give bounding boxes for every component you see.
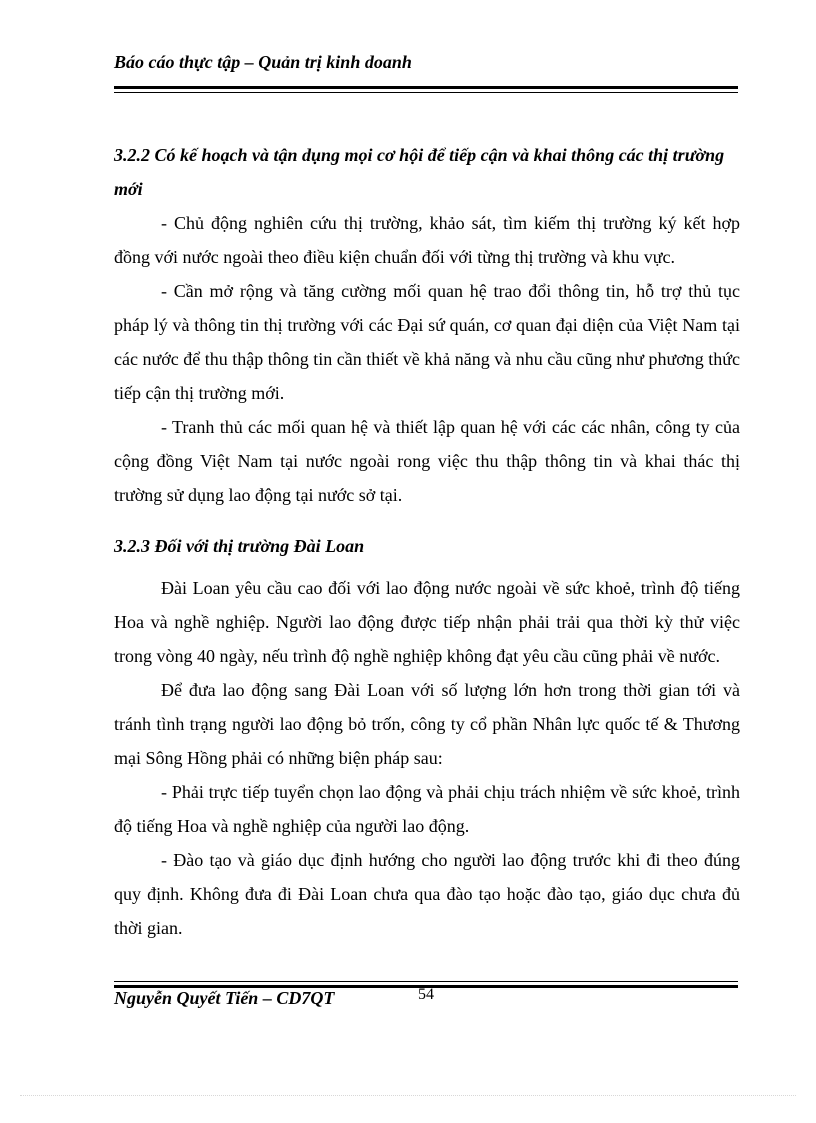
paragraph: - Chủ động nghiên cứu thị trường, khảo sát, tìm kiếm thị trường ký kết hợp đồng với nước ngoài theo điều kiện chuẩn đối với từng thị trường và khu vực. bbox=[114, 213, 740, 267]
footer-rule-thin bbox=[114, 981, 738, 982]
page-body bbox=[114, 138, 740, 945]
paragraph: - Phải trực tiếp tuyển chọn lao động và phải chịu trách nhiệm về sức khoẻ, trình độ tiếng Hoa và nghề nghiệp của người lao động. bbox=[114, 782, 740, 836]
section-heading-3-2-3: 3.2.3 Đối với thị trường Đài Loan bbox=[114, 536, 365, 556]
section-heading-3-2-2: 3.2.2 Có kế hoạch và tận dụng mọi cơ hội để tiếp cận và khai thông các thị trường mới bbox=[114, 145, 725, 199]
footer-author: Nguyễn Quyết Tiến – CD7QT bbox=[114, 988, 335, 1008]
paragraph: Để đưa lao động sang Đài Loan với số lượng lớn hơn trong thời gian tới và tránh tình trạng người lao động bỏ trốn, công ty cổ phần Nhân lực quốc tế & Thương mại Sông Hồng phải có những biện pháp sau: bbox=[114, 680, 740, 768]
paragraph: - Tranh thủ các mối quan hệ và thiết lập quan hệ với các các nhân, công ty của cộng đồng Việt Nam tại nước ngoài rong việc thu thập thông tin và khai thác thị trường sử dụng lao động tại nước sở tại. bbox=[114, 417, 740, 505]
page-number: 54 bbox=[418, 986, 434, 1003]
paragraph: - Đào tạo và giáo dục định hướng cho người lao động trước khi đi theo đúng quy định. Không đưa đi Đài Loan chưa qua đào tạo hoặc đào tạo, giáo dục chưa đủ thời gian. bbox=[114, 850, 740, 938]
header-rule-thick bbox=[114, 86, 738, 89]
header-rule-thin bbox=[114, 92, 738, 93]
paragraph: Đài Loan yêu cầu cao đối với lao động nước ngoài về sức khoẻ, trình độ tiếng Hoa và nghề nghiệp. Người lao động được tiếp nhận phải trải qua thời kỳ thử việc trong vòng 40 ngày, nếu trình độ nghề nghiệp không đạt yêu cầu cũng phải về nước. bbox=[114, 578, 740, 666]
header-title: Báo cáo thực tập – Quản trị kinh doanh bbox=[114, 52, 412, 72]
paragraph: - Cần mở rộng và tăng cường mối quan hệ trao đổi thông tin, hỗ trợ thủ tục pháp lý và thông tin thị trường với các Đại sứ quán, cơ quan đại diện của Việt Nam tại các nước để thu thập thông tin cần thiết về khả năng và nhu cầu cũng như phương thức tiếp cận thị trường mới. bbox=[114, 281, 740, 403]
page-bottom-divider bbox=[20, 1095, 796, 1096]
